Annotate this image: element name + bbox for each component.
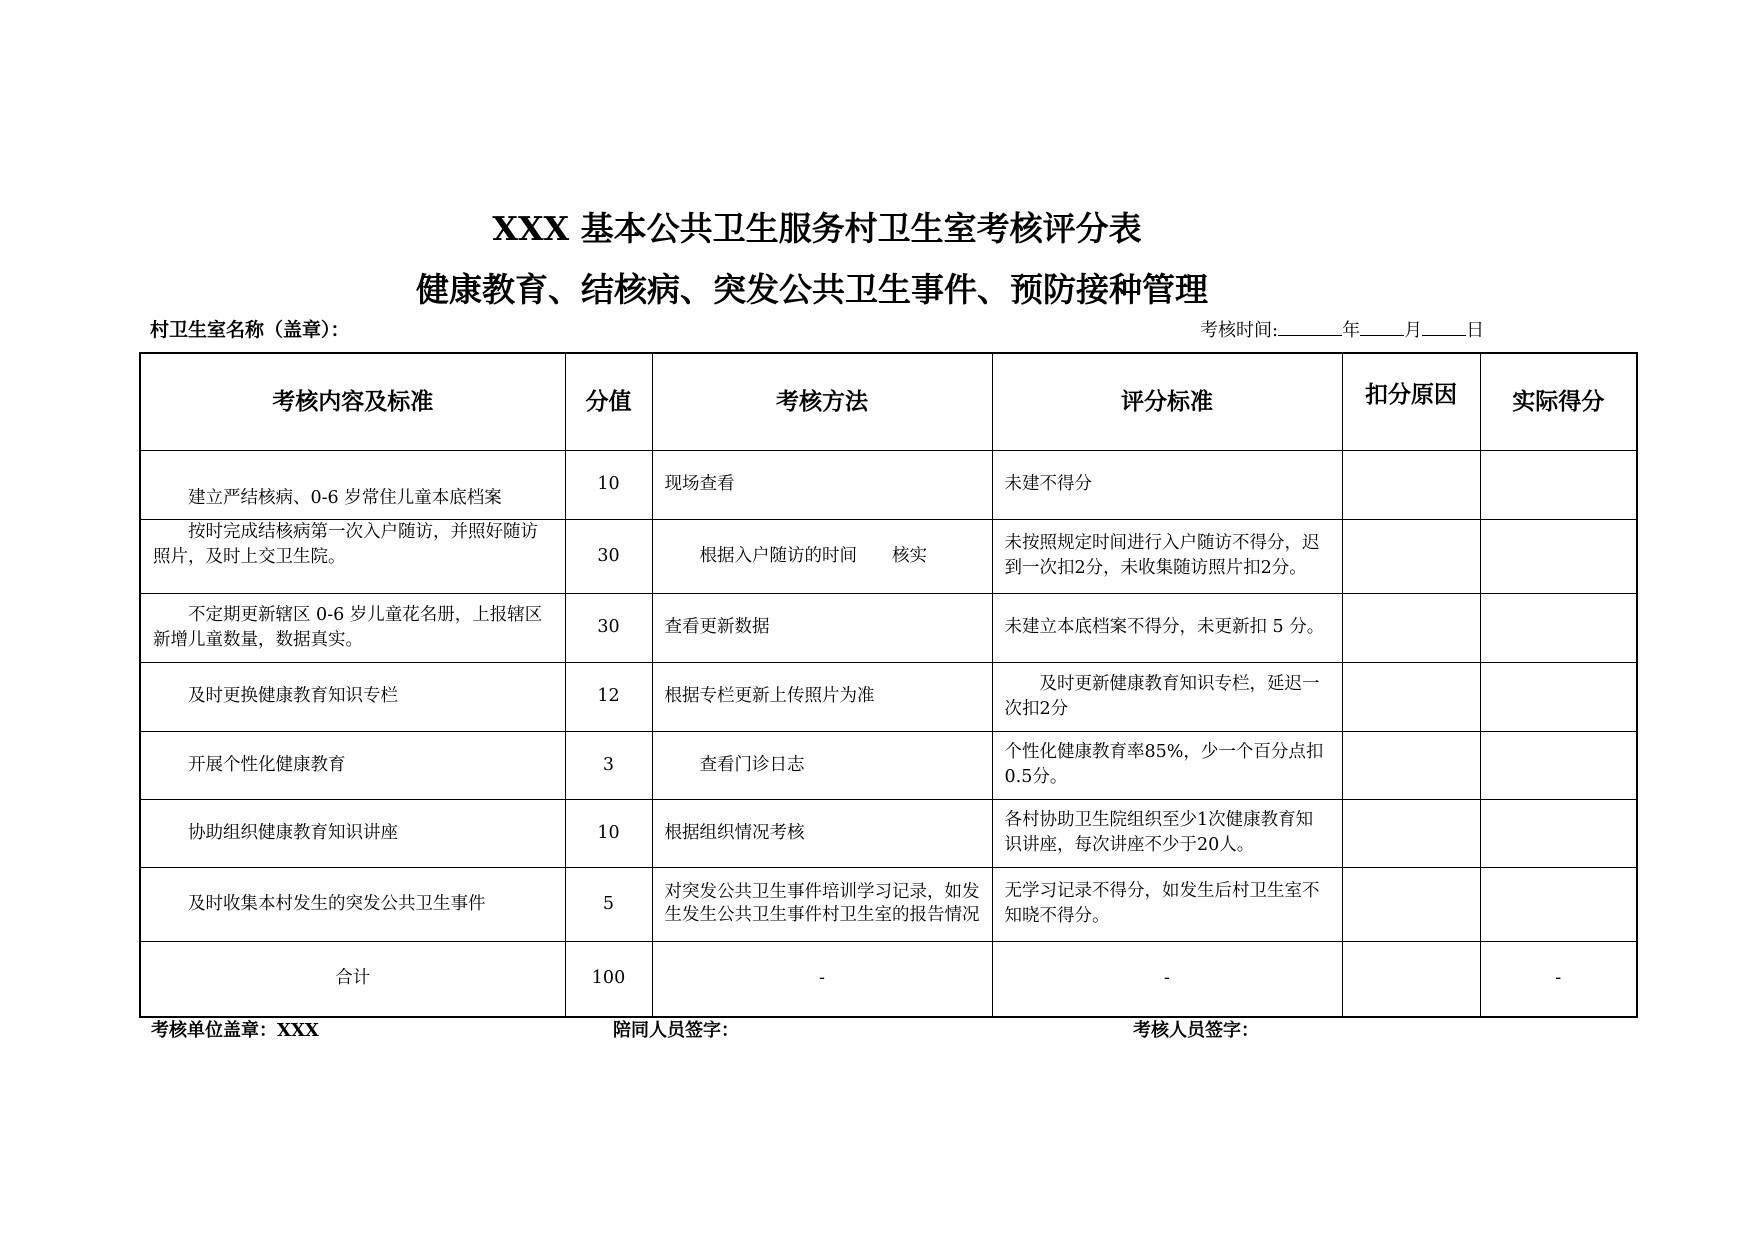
year-label: 年 (1342, 320, 1361, 341)
total-actual[interactable]: - (1480, 941, 1637, 1017)
actual-score-cell[interactable] (1480, 519, 1637, 593)
month-field[interactable] (1360, 317, 1404, 336)
actual-score-cell[interactable] (1480, 593, 1637, 662)
total-score: 100 (565, 941, 652, 1017)
reason-cell[interactable] (1342, 450, 1480, 519)
content-cell: 及时收集本村发生的突发公共卫生事件 (140, 867, 565, 941)
content-cell: 建立严结核病、0-6 岁常住儿童本底档案 (140, 450, 565, 519)
assessment-table (139, 352, 1638, 1018)
score-cell: 10 (565, 450, 652, 519)
method-cell: 根据组织情况考核 (652, 799, 992, 867)
content-cell: 开展个性化健康教育 (140, 731, 565, 799)
month-label: 月 (1404, 320, 1423, 341)
accompany-signature-label: 陪同人员签字： (613, 1020, 739, 1041)
year-field[interactable] (1278, 317, 1342, 336)
header-criteria: 评分标准 (992, 353, 1342, 450)
day-label: 日 (1466, 320, 1485, 341)
actual-score-cell[interactable] (1480, 450, 1637, 519)
header-actual: 实际得分 (1480, 353, 1637, 450)
criteria-cell: 未建立本底档案不得分，未更新扣 5 分。 (992, 593, 1342, 662)
exam-date-label: 考核时间: (1200, 320, 1279, 341)
actual-score-cell[interactable] (1480, 662, 1637, 731)
table-row (140, 799, 1637, 867)
reason-cell[interactable] (1342, 867, 1480, 941)
table-row (140, 731, 1637, 799)
total-row (140, 941, 1637, 1017)
criteria-cell: 各村协助卫生院组织至少1次健康教育知识讲座，每次讲座不少于20人。 (992, 799, 1342, 867)
table-row (140, 593, 1637, 662)
reason-cell[interactable] (1342, 662, 1480, 731)
content-cell: 及时更换健康教育知识专栏 (140, 662, 565, 731)
method-cell: 根据入户随访的时间 核实 (652, 519, 992, 593)
reason-cell[interactable] (1342, 799, 1480, 867)
total-reason[interactable] (1342, 941, 1480, 1017)
total-label: 合计 (140, 941, 565, 1017)
method-cell: 对突发公共卫生事件培训学习记录，如发生发生公共卫生事件村卫生室的报告情况 (652, 867, 992, 941)
table-row (140, 662, 1637, 731)
method-cell: 查看更新数据 (652, 593, 992, 662)
content-cell: 不定期更新辖区 0-6 岁儿童花名册，上报辖区新增儿童数量，数据真实。 (140, 593, 565, 662)
header-row (140, 353, 1637, 450)
day-field[interactable] (1422, 317, 1466, 336)
table-row (140, 450, 1637, 519)
actual-score-cell[interactable] (1480, 731, 1637, 799)
total-method: - (652, 941, 992, 1017)
total-criteria: - (992, 941, 1342, 1017)
score-cell: 30 (565, 519, 652, 593)
score-cell: 3 (565, 731, 652, 799)
criteria-cell: 无学习记录不得分，如发生后村卫生室不知晓不得分。 (992, 867, 1342, 941)
header-score: 分值 (565, 353, 652, 450)
reason-cell[interactable] (1342, 519, 1480, 593)
reason-cell[interactable] (1342, 593, 1480, 662)
criteria-cell: 个性化健康教育率85%，少一个百分点扣0.5分。 (992, 731, 1342, 799)
criteria-cell: 未建不得分 (992, 450, 1342, 519)
score-cell: 30 (565, 593, 652, 662)
examiner-signature-label: 考核人员签字： (1133, 1020, 1259, 1041)
page-subtitle: 健康教育、结核病、突发公共卫生事件、预防接种管理 (416, 270, 1208, 309)
score-cell: 12 (565, 662, 652, 731)
method-cell: 根据专栏更新上传照片为准 (652, 662, 992, 731)
actual-score-cell[interactable] (1480, 799, 1637, 867)
header-reason: 扣分原因 (1342, 353, 1480, 450)
header-content: 考核内容及标准 (140, 353, 565, 450)
criteria-cell: 未按照规定时间进行入户随访不得分，迟到一次扣2分，未收集随访照片扣2分。 (992, 519, 1342, 593)
method-cell: 现场查看 (652, 450, 992, 519)
page-title: XXX 基本公共卫生服务村卫生室考核评分表 (492, 209, 1142, 248)
content-cell: 协助组织健康教育知识讲座 (140, 799, 565, 867)
score-cell: 5 (565, 867, 652, 941)
criteria-cell: 及时更新健康教育知识专栏，延迟一次扣2分 (992, 662, 1342, 731)
actual-score-cell[interactable] (1480, 867, 1637, 941)
table-row (140, 867, 1637, 941)
score-cell: 10 (565, 799, 652, 867)
method-cell: 查看门诊日志 (652, 731, 992, 799)
unit-seal-label: 考核单位盖章：XXX (151, 1020, 319, 1041)
reason-cell[interactable] (1342, 731, 1480, 799)
table-row (140, 519, 1637, 593)
unit-name-label: 村卫生室名称（盖章）： (150, 319, 350, 341)
exam-date (1200, 316, 1484, 342)
header-method: 考核方法 (652, 353, 992, 450)
content-cell: 按时完成结核病第一次入户随访，并照好随访照片，及时上交卫生院。 (140, 519, 565, 593)
